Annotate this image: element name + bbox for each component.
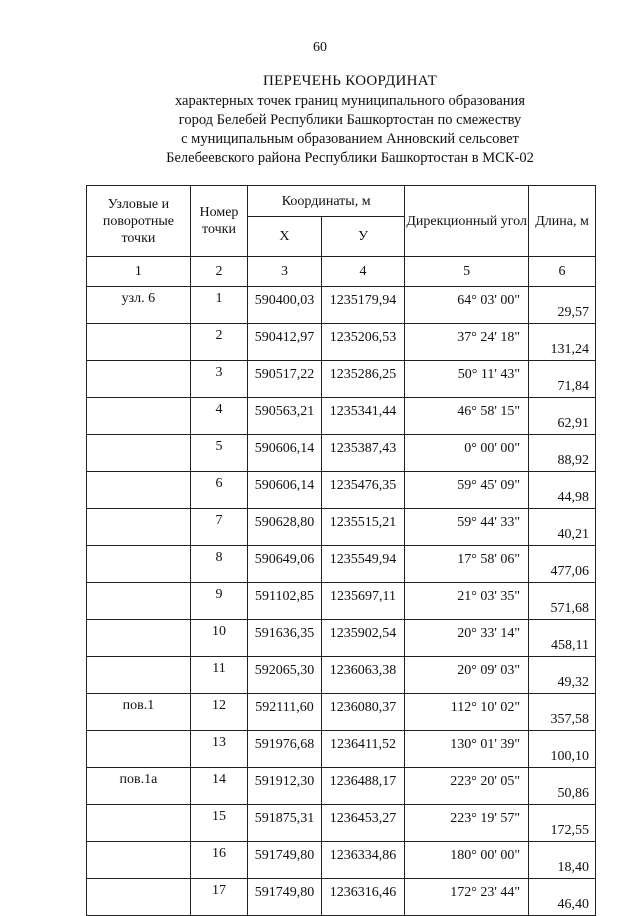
table-row bbox=[87, 879, 596, 916]
cell-y: 1236316,46 bbox=[321, 879, 404, 916]
header-x: X bbox=[248, 217, 322, 257]
cell-y: 1235286,25 bbox=[321, 361, 404, 398]
table-row bbox=[87, 694, 596, 731]
cell-x: 591749,80 bbox=[248, 879, 322, 916]
cell-node: пов.1 bbox=[87, 694, 191, 731]
table-row bbox=[87, 435, 596, 472]
table-row bbox=[87, 509, 596, 546]
cell-length: 29,57 bbox=[529, 287, 596, 324]
header-y: У bbox=[321, 217, 404, 257]
cell-angle: 223° 20' 05" bbox=[405, 768, 529, 805]
cell-length: 477,06 bbox=[529, 546, 596, 583]
cell-x: 590400,03 bbox=[248, 287, 322, 324]
cell-angle: 172° 23' 44" bbox=[405, 879, 529, 916]
cell-angle: 21° 03' 35" bbox=[405, 583, 529, 620]
table-row bbox=[87, 620, 596, 657]
cell-x: 591636,35 bbox=[248, 620, 322, 657]
table-row bbox=[87, 805, 596, 842]
cell-number: 14 bbox=[190, 768, 247, 805]
cell-length: 50,86 bbox=[529, 768, 596, 805]
document-subtitle bbox=[60, 92, 640, 168]
cell-node bbox=[87, 361, 191, 398]
cell-node bbox=[87, 620, 191, 657]
table-row bbox=[87, 287, 596, 324]
cell-length: 357,58 bbox=[529, 694, 596, 731]
table-row bbox=[87, 842, 596, 879]
cell-x: 590628,80 bbox=[248, 509, 322, 546]
cell-number: 6 bbox=[190, 472, 247, 509]
cell-angle: 130° 01' 39" bbox=[405, 731, 529, 768]
cell-y: 1235387,43 bbox=[321, 435, 404, 472]
cell-x: 592111,60 bbox=[248, 694, 322, 731]
cell-y: 1235549,94 bbox=[321, 546, 404, 583]
table-row bbox=[87, 398, 596, 435]
header-coords: Координаты, м bbox=[248, 186, 405, 217]
cell-length: 49,32 bbox=[529, 657, 596, 694]
header-number: Номер точки bbox=[190, 186, 247, 257]
cell-number: 8 bbox=[190, 546, 247, 583]
cell-y: 1236080,37 bbox=[321, 694, 404, 731]
table-row bbox=[87, 583, 596, 620]
column-number: 4 bbox=[321, 257, 404, 287]
cell-number: 10 bbox=[190, 620, 247, 657]
cell-number: 17 bbox=[190, 879, 247, 916]
cell-node bbox=[87, 879, 191, 916]
cell-node bbox=[87, 398, 191, 435]
cell-y: 1235476,35 bbox=[321, 472, 404, 509]
cell-node: пов.1а bbox=[87, 768, 191, 805]
cell-node bbox=[87, 657, 191, 694]
cell-angle: 180° 00' 00" bbox=[405, 842, 529, 879]
subtitle-line: Белебеевского района Республики Башкортостан в МСК-02 bbox=[166, 150, 534, 166]
cell-node bbox=[87, 583, 191, 620]
cell-angle: 20° 09' 03" bbox=[405, 657, 529, 694]
cell-x: 591912,30 bbox=[248, 768, 322, 805]
cell-x: 590606,14 bbox=[248, 435, 322, 472]
cell-number: 13 bbox=[190, 731, 247, 768]
cell-node bbox=[87, 805, 191, 842]
cell-length: 172,55 bbox=[529, 805, 596, 842]
cell-number: 7 bbox=[190, 509, 247, 546]
cell-node bbox=[87, 509, 191, 546]
cell-number: 15 bbox=[190, 805, 247, 842]
cell-angle: 17° 58' 06" bbox=[405, 546, 529, 583]
cell-number: 11 bbox=[190, 657, 247, 694]
cell-y: 1235179,94 bbox=[321, 287, 404, 324]
cell-y: 1235902,54 bbox=[321, 620, 404, 657]
cell-angle: 0° 00' 00" bbox=[405, 435, 529, 472]
column-number: 3 bbox=[248, 257, 322, 287]
page-number: 60 bbox=[313, 40, 327, 55]
cell-x: 590517,22 bbox=[248, 361, 322, 398]
cell-x: 590412,97 bbox=[248, 324, 322, 361]
cell-y: 1236453,27 bbox=[321, 805, 404, 842]
header-node: Узловые и поворотные точки bbox=[87, 186, 191, 257]
cell-angle: 112° 10' 02" bbox=[405, 694, 529, 731]
cell-node bbox=[87, 842, 191, 879]
cell-node: узл. 6 bbox=[87, 287, 191, 324]
cell-length: 46,40 bbox=[529, 879, 596, 916]
cell-length: 571,68 bbox=[529, 583, 596, 620]
column-number: 2 bbox=[190, 257, 247, 287]
cell-x: 591102,85 bbox=[248, 583, 322, 620]
column-number: 6 bbox=[529, 257, 596, 287]
table-row bbox=[87, 324, 596, 361]
cell-length: 62,91 bbox=[529, 398, 596, 435]
cell-length: 71,84 bbox=[529, 361, 596, 398]
cell-y: 1235341,44 bbox=[321, 398, 404, 435]
cell-number: 9 bbox=[190, 583, 247, 620]
cell-length: 18,40 bbox=[529, 842, 596, 879]
cell-angle: 59° 45' 09" bbox=[405, 472, 529, 509]
cell-y: 1236411,52 bbox=[321, 731, 404, 768]
cell-x: 590606,14 bbox=[248, 472, 322, 509]
cell-x: 591875,31 bbox=[248, 805, 322, 842]
cell-length: 131,24 bbox=[529, 324, 596, 361]
subtitle-line: город Белебей Республики Башкортостан по смежеству bbox=[178, 112, 522, 128]
column-number: 5 bbox=[405, 257, 529, 287]
cell-x: 590649,06 bbox=[248, 546, 322, 583]
cell-node bbox=[87, 731, 191, 768]
document-title: ПЕРЕЧЕНЬ КООРДИНАТ bbox=[262, 73, 438, 89]
cell-y: 1235206,53 bbox=[321, 324, 404, 361]
table-row bbox=[87, 768, 596, 805]
subtitle-line: характерных точек границ муниципального образования bbox=[175, 93, 525, 109]
cell-angle: 46° 58' 15" bbox=[405, 398, 529, 435]
coordinates-table bbox=[86, 185, 596, 916]
cell-number: 5 bbox=[190, 435, 247, 472]
cell-angle: 223° 19' 57" bbox=[405, 805, 529, 842]
cell-x: 592065,30 bbox=[248, 657, 322, 694]
cell-node bbox=[87, 472, 191, 509]
cell-y: 1236334,86 bbox=[321, 842, 404, 879]
cell-node bbox=[87, 324, 191, 361]
cell-number: 2 bbox=[190, 324, 247, 361]
cell-angle: 50° 11' 43" bbox=[405, 361, 529, 398]
cell-length: 44,98 bbox=[529, 472, 596, 509]
cell-y: 1236063,38 bbox=[321, 657, 404, 694]
cell-x: 590563,21 bbox=[248, 398, 322, 435]
cell-number: 3 bbox=[190, 361, 247, 398]
cell-angle: 37° 24' 18" bbox=[405, 324, 529, 361]
cell-angle: 20° 33' 14" bbox=[405, 620, 529, 657]
column-number-row bbox=[87, 257, 596, 287]
cell-node bbox=[87, 435, 191, 472]
table-row bbox=[87, 731, 596, 768]
cell-number: 16 bbox=[190, 842, 247, 879]
header-angle: Дирекционный угол bbox=[405, 186, 529, 257]
column-number: 1 bbox=[87, 257, 191, 287]
cell-node bbox=[87, 546, 191, 583]
cell-y: 1235515,21 bbox=[321, 509, 404, 546]
cell-angle: 59° 44' 33" bbox=[405, 509, 529, 546]
header-length: Длина, м bbox=[529, 186, 596, 257]
table-row bbox=[87, 361, 596, 398]
cell-length: 88,92 bbox=[529, 435, 596, 472]
cell-x: 591976,68 bbox=[248, 731, 322, 768]
cell-y: 1236488,17 bbox=[321, 768, 404, 805]
cell-number: 4 bbox=[190, 398, 247, 435]
table-row bbox=[87, 657, 596, 694]
cell-number: 12 bbox=[190, 694, 247, 731]
cell-length: 458,11 bbox=[529, 620, 596, 657]
cell-x: 591749,80 bbox=[248, 842, 322, 879]
cell-y: 1235697,11 bbox=[321, 583, 404, 620]
table-row bbox=[87, 546, 596, 583]
cell-angle: 64° 03' 00" bbox=[405, 287, 529, 324]
table-row bbox=[87, 472, 596, 509]
cell-number: 1 bbox=[190, 287, 247, 324]
cell-length: 100,10 bbox=[529, 731, 596, 768]
cell-length: 40,21 bbox=[529, 509, 596, 546]
subtitle-line: с муниципальным образованием Анновский сельсовет bbox=[181, 131, 519, 147]
